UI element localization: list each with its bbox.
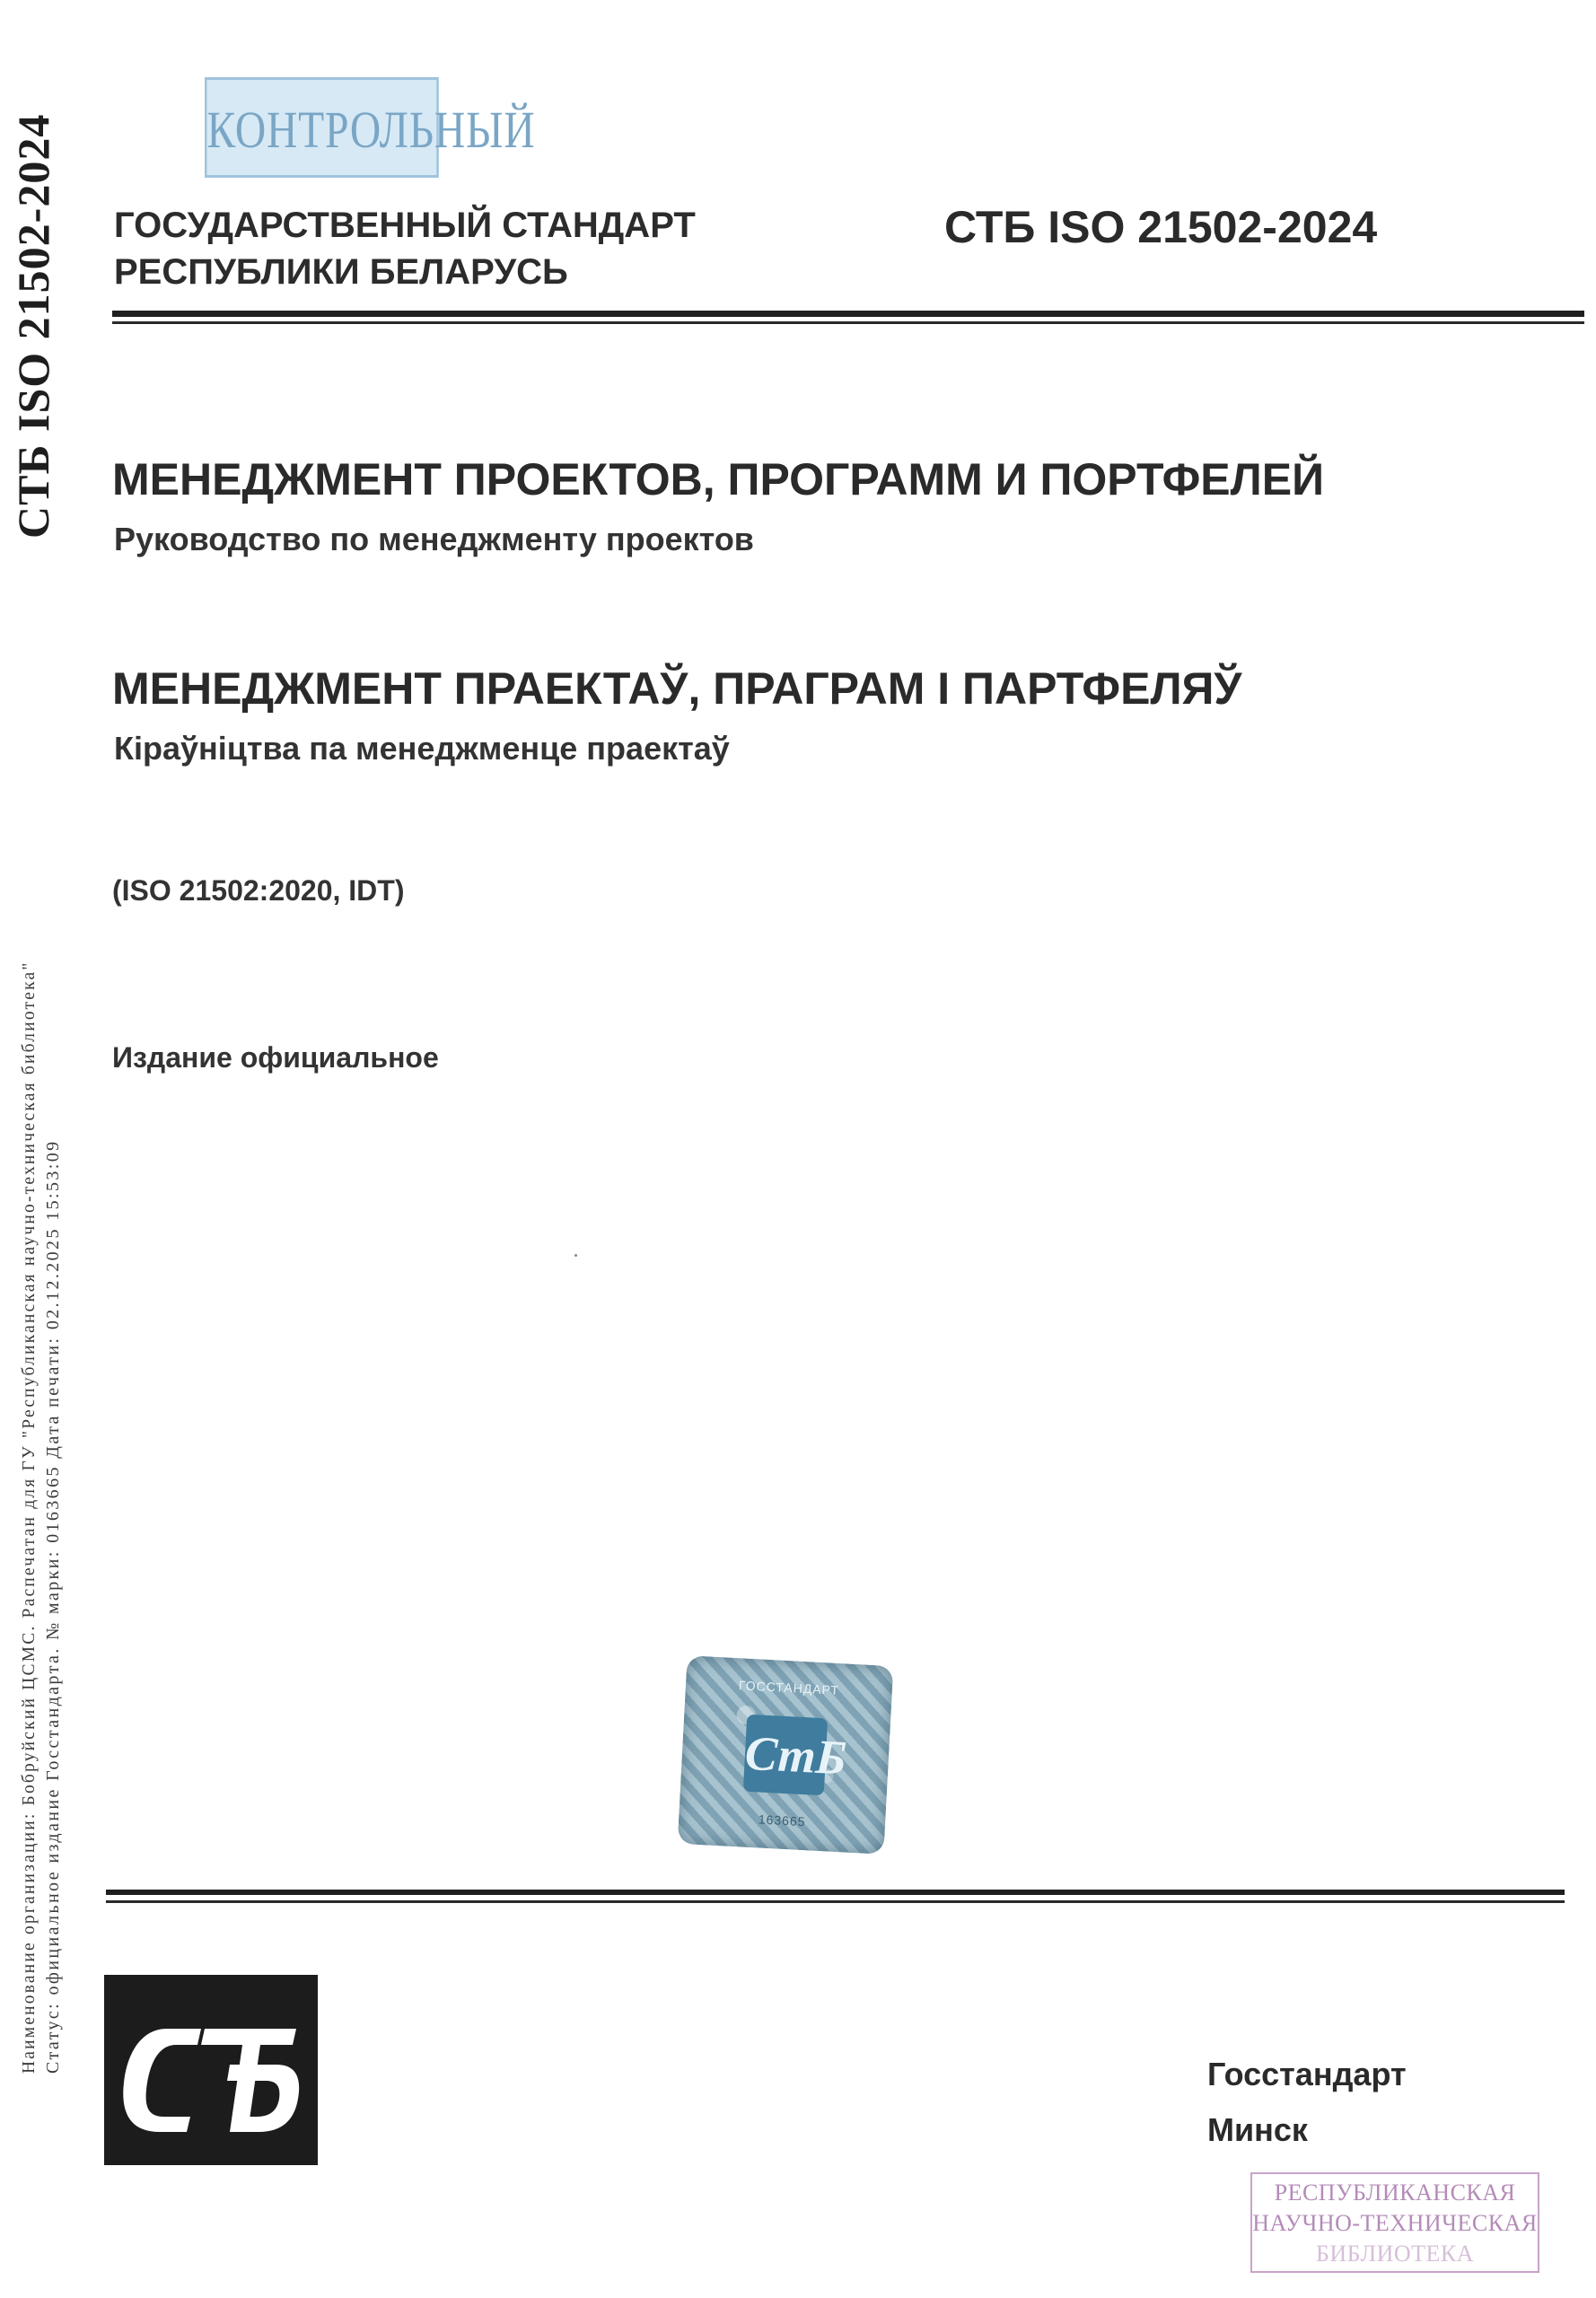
library-stamp-line1: РЕСПУБЛИКАНСКАЯ [1274,2180,1516,2206]
stb-logo [104,1975,318,2165]
library-stamp [1250,2172,1539,2273]
library-stamp-line2: НАУЧНО-ТЕХНИЧЕСКАЯ [1252,2210,1538,2236]
header-rule-thin [112,321,1584,324]
header-org-line1: ГОСУДАРСТВЕННЫЙ СТАНДАРТ [114,206,696,245]
footer-rule-thick [106,1890,1565,1895]
header-org-line2: РЕСПУБЛИКИ БЕЛАРУСЬ [114,252,568,292]
spine-status-line: Статус: официальное издание Госстандарта. № марки: 0163665 Дата печати: 02.12.2025 15:53:09 [43,1139,63,2074]
publisher-name: Госстандарт [1207,2056,1407,2092]
header-organization [114,202,696,295]
header-rule-thick [112,311,1584,317]
hologram-top-text: ГОССТАНДАРТ [738,1678,840,1698]
library-stamp-line3: БИБЛИОТЕКА [1315,2241,1475,2267]
hologram-sticker [678,1655,894,1855]
belarusian-title: МЕНЕДЖМЕНТ ПРАЕКТАЎ, ПРАГРАМ І ПАРТФЕЛЯЎ [112,663,1242,714]
edition-label: Издание официальное [112,1041,439,1074]
publisher-city: Минск [1207,2111,1308,2148]
control-stamp: КОНТРОЛЬНЫЙ [205,77,439,178]
spine-org-line: Наименование организации: Бобруйский ЦСМС. Распечатан для ГУ "Республиканская научно-техническая библиотека" [20,960,39,2074]
spine [0,0,72,2074]
speck [574,1254,577,1257]
footer-rule-thin [106,1900,1565,1903]
hologram-logo: СтБ [743,1715,828,1796]
russian-title: МЕНЕДЖМЕНТ ПРОЕКТОВ, ПРОГРАММ И ПОРТФЕЛЕЙ [112,454,1325,504]
belarusian-subtitle: Кіраўніцтва па менеджменце праектаў [114,730,730,767]
standard-designation: СТБ ISO 21502-2024 [944,202,1378,252]
spine-title: СТБ ISO 21502-2024 [8,113,58,539]
hologram-number: 163665 [758,1811,806,1829]
iso-reference: (ISO 21502:2020, IDT) [112,874,405,907]
russian-subtitle: Руководство по менеджменту проектов [114,521,754,557]
